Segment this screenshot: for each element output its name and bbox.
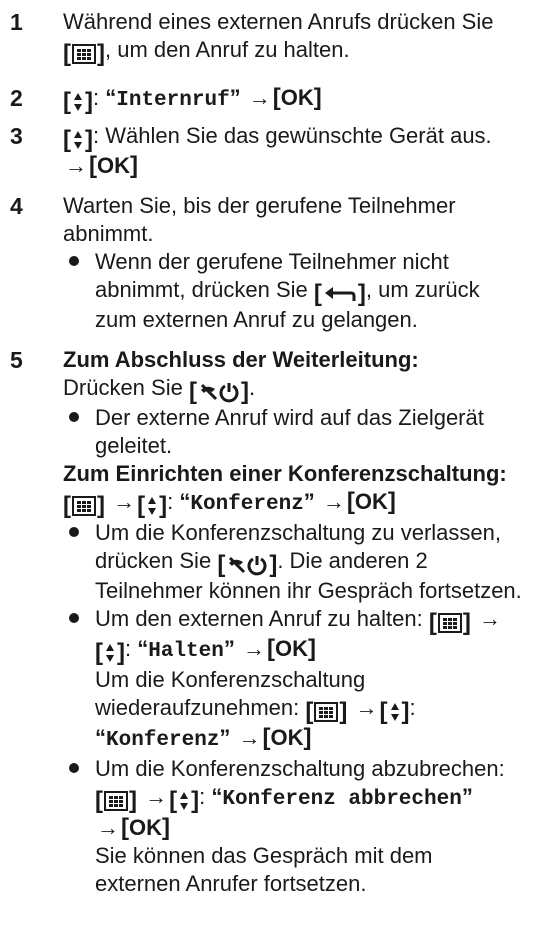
navigator-key: [ ] (137, 492, 168, 519)
step-text: abnimmt. (63, 221, 154, 246)
menu-key: [ ] (95, 787, 137, 814)
quote-open: “ (105, 85, 117, 110)
step-number: 3 (10, 123, 23, 149)
ok-key: [OK] (272, 84, 322, 111)
bullet-item: Wenn der gerufene Teilnehmer nicht abnimmt, drücken Sie [ ] , um zurück zum externen Anruf zu gelangen. (63, 248, 538, 334)
section-heading: Zum Einrichten einer Konferenzschaltung: (63, 461, 507, 486)
navigator-key: [ ] (169, 787, 200, 814)
step-number: 4 (10, 193, 23, 219)
bullet-dot-icon (69, 527, 79, 537)
bullet-item: Der externe Anruf wird auf das Zielgerät geleitet. (63, 404, 538, 460)
instruction-page: 1 Während eines externen Anrufs drücken Sie [ ] , um den Anruf zu halten. 2 [ ] : “Internruf” →[OK] 3 [ ] : Wählen Sie das gewünschte Gerät aus. →[OK] 4 Warten Sie, bis der gerufene Teilnehmer abnimmt. Wenn der gerufene Teilnehmer nicht abnimmt, drücken Sie [ ] , um zurück zum externen Anruf zu gelangen. 5 Zum Abschluss der Weiterleitung: Drücken Sie [ ] . Der externe Anruf wird auf das Zielgerät geleitet. Zum Einrichten einer Konferenzschaltung: [ ] → [ ] : “Konferenz” →[OK] Um die Konferenzschaltung zu verlassen, drücken Sie [ ] . Die anderen 2 Teilnehmer können ihr Gespräch fortsetzen. Um den externen Anruf zu halten: [ ] → [ ] : “Halten” →[OK] Um die Konferenzschaltung wiederaufzunehmen: [ ] → [ ] : “Konferenz” →[OK] Um die Konferenzschaltung abzubrechen: [ ] → [ ] : “Konferenz abbrechen” →[OK] Sie können das Gespräch mit dem externen Anrufer fortsetzen. (0, 0, 546, 946)
step-number: 1 (10, 9, 23, 35)
step-number: 2 (10, 85, 23, 111)
arrow-icon: → (238, 725, 261, 750)
arrow-icon: → (248, 85, 271, 110)
arrow-icon: → (355, 695, 378, 720)
navigator-key: [ ] (63, 126, 93, 153)
off-key: [ ] (188, 378, 249, 405)
menu-item-konferenz: Konferenz (190, 493, 304, 516)
navigator-key: [ ] (379, 698, 410, 725)
bullet-dot-icon (69, 763, 79, 773)
menu-key: [ ] (428, 609, 471, 636)
arrow-icon: → (243, 636, 265, 661)
arrow-icon: → (113, 489, 136, 514)
arrow-icon: → (479, 606, 502, 631)
step-text: Während eines externen Anrufs drücken Sie (63, 9, 494, 34)
menu-item-halten: Halten (148, 640, 224, 663)
menu-item-konferenz-abbrechen: Konferenz abbrechen (222, 788, 462, 811)
off-key: [ ] (217, 551, 278, 578)
menu-item-konferenz: Konferenz (106, 729, 220, 752)
step-text: Warten Sie, bis der gerufene Teilnehmer (63, 193, 456, 218)
navigator-key: [ ] (95, 639, 125, 666)
bullet-dot-icon (69, 613, 79, 623)
arrow-icon: → (65, 153, 87, 178)
arrow-icon: → (145, 784, 168, 809)
navigator-key: [ ] (63, 88, 93, 115)
step-number: 5 (10, 347, 23, 373)
bullet-item: Um die Konferenzschaltung zu verlassen, drücken Sie [ ] . Die anderen 2 Teilnehmer können ihr Gespräch fortsetzen. (63, 519, 538, 605)
menu-item-internruf: Internruf (116, 89, 230, 112)
ok-key: [OK] (121, 814, 170, 841)
bullet-dot-icon (69, 256, 79, 266)
ok-key: [OK] (346, 488, 396, 515)
bullet-item: Um den externen Anruf zu halten: [ ] → [ ] : “Halten” →[OK] Um die Konferenzschaltung wiederaufzunehmen: [ ] → [ ] : “Konferenz” →[OK] (63, 605, 538, 755)
arrow-icon: → (322, 489, 345, 514)
ok-key: [OK] (262, 724, 312, 751)
bullet-item: Um die Konferenzschaltung abzubrechen: [ ] → [ ] : “Konferenz abbrechen” →[OK] Sie können das Gespräch mit dem externen Anrufer fortsetzen. (63, 755, 538, 898)
arrow-icon: → (97, 815, 119, 840)
bullet-dot-icon (69, 412, 79, 422)
back-key: [ ] (313, 280, 366, 307)
ok-key: [OK] (267, 635, 316, 662)
step-text: , um den Anruf zu halten. (105, 37, 350, 62)
ok-key: [OK] (89, 152, 138, 179)
quote-close: ” (229, 85, 241, 110)
menu-key: [ ] (305, 698, 348, 725)
menu-key: [ ] (63, 40, 105, 67)
menu-key: [ ] (63, 492, 105, 519)
step-text: : Wählen Sie das gewünschte Gerät aus. (93, 123, 492, 148)
separator: : (93, 85, 100, 110)
section-heading: Zum Abschluss der Weiterleitung: (63, 347, 419, 372)
